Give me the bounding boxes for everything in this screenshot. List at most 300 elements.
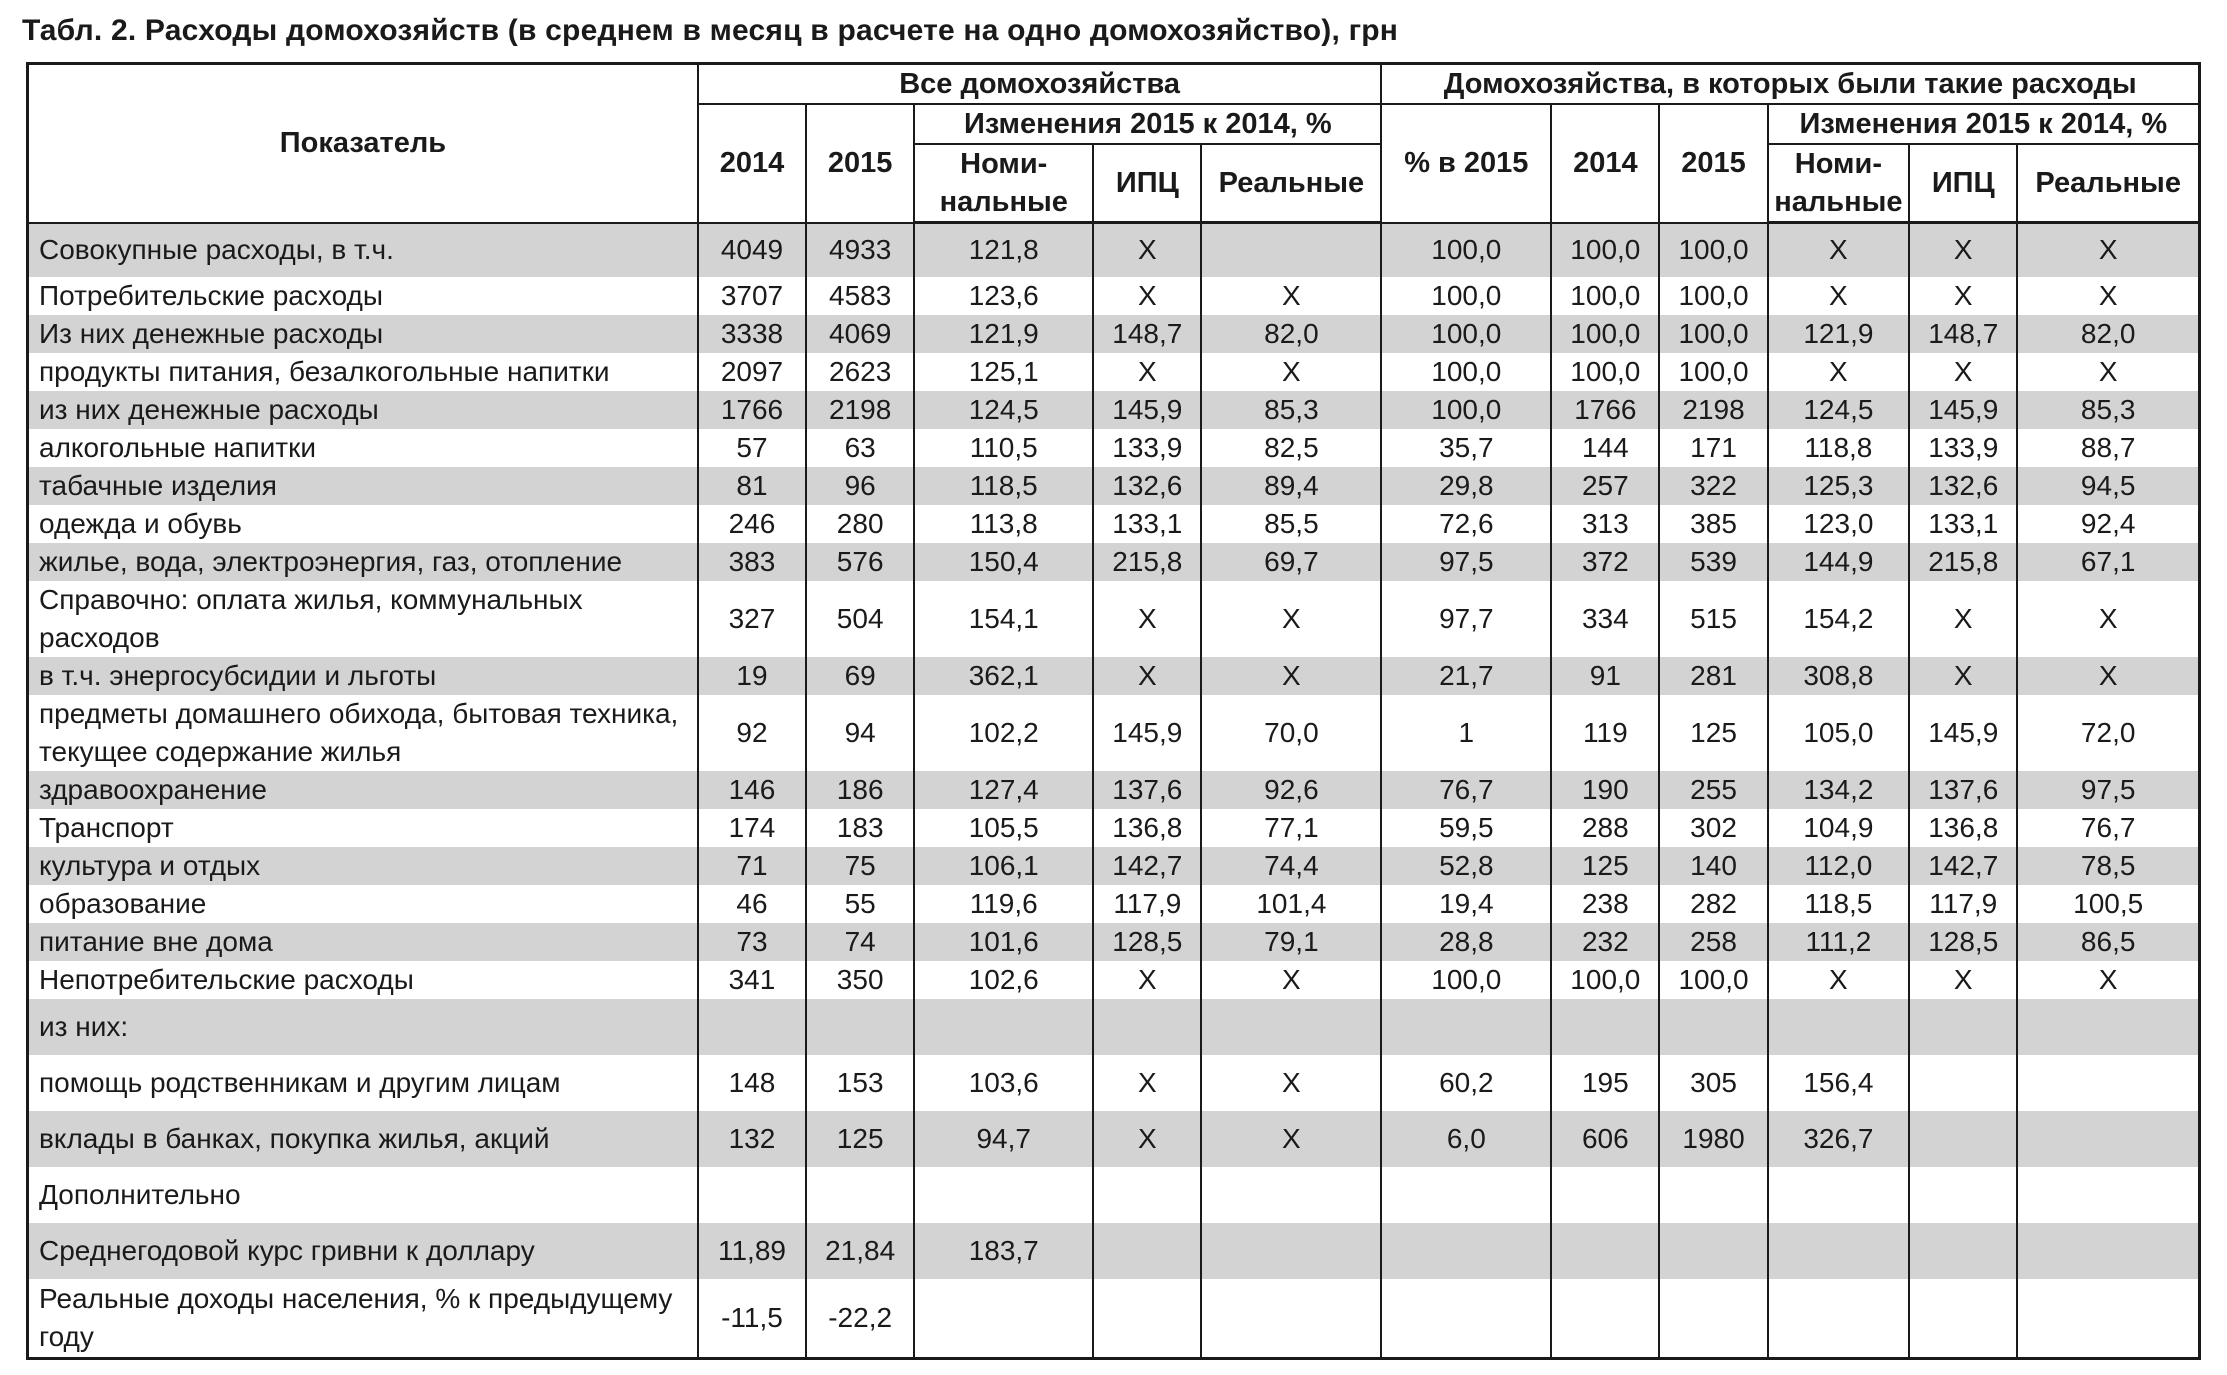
- row-label: алкогольные напитки: [39, 431, 317, 463]
- table-cell: 118,5: [1768, 885, 1910, 923]
- table-cell: 128,5: [1093, 923, 1201, 961]
- table-cell: 100,0: [1659, 223, 1767, 277]
- table-cell: 100,0: [1381, 961, 1551, 999]
- row-label: из них денежные расходы: [28, 391, 698, 429]
- table-cell: X: [1201, 961, 1381, 999]
- table-cell: 515: [1659, 581, 1767, 657]
- table-cell: X: [1909, 223, 2017, 277]
- table-row: [28, 505, 2200, 543]
- table-row: [28, 1223, 2200, 1279]
- table-row: [28, 695, 2200, 771]
- row-label: образование: [39, 887, 207, 919]
- table-cell: X: [1093, 277, 1201, 315]
- table-cell: X: [2017, 223, 2199, 277]
- table-cell: 350: [806, 961, 914, 999]
- table-row: [28, 467, 2200, 505]
- table-cell: X: [1093, 353, 1201, 391]
- table-cell: 97,5: [2017, 771, 2199, 809]
- row-label: здравоохранение: [28, 771, 698, 809]
- table-cell: [1659, 1167, 1767, 1223]
- table-cell: [1768, 1279, 1910, 1359]
- table-cell: X: [1093, 581, 1201, 657]
- table-cell: 124,5: [1768, 391, 1910, 429]
- table-cell: 121,9: [914, 315, 1093, 353]
- row-label: Справочно: оплата жилья, коммунальных расходов: [39, 583, 583, 653]
- table-cell: 69,7: [1201, 543, 1381, 581]
- table-cell: 94,7: [914, 1111, 1093, 1167]
- table-cell: 92: [698, 695, 806, 771]
- table-row: [28, 1111, 2200, 1167]
- header-had-cpi: ИПЦ: [1909, 144, 2017, 223]
- table-cell: 133,9: [1909, 429, 2017, 467]
- table-cell: [1551, 1223, 1659, 1279]
- table-row: [28, 885, 2200, 923]
- table-cell: X: [1768, 277, 1910, 315]
- table-cell: 145,9: [1909, 391, 2017, 429]
- table-cell: 308,8: [1768, 657, 1910, 695]
- table-cell: 334: [1551, 581, 1659, 657]
- table-cell: -22,2: [806, 1279, 914, 1359]
- table-cell: 140: [1659, 847, 1767, 885]
- table-cell: 69: [806, 657, 914, 695]
- table-cell: 121,8: [914, 223, 1093, 277]
- table-cell: 91: [1551, 657, 1659, 695]
- table-cell: 132,6: [1909, 467, 2017, 505]
- table-cell: 142,7: [1093, 847, 1201, 885]
- table-cell: X: [1093, 1055, 1201, 1111]
- table-cell: 146: [698, 771, 806, 809]
- table-cell: 59,5: [1381, 809, 1551, 847]
- table-row: [28, 277, 2200, 315]
- table-cell: 94: [806, 695, 914, 771]
- table-cell: 215,8: [1909, 543, 2017, 581]
- row-label: предметы домашнего обихода, бытовая техника, текущее содержание жилья: [39, 697, 679, 767]
- table-cell: [1201, 1167, 1381, 1223]
- table-cell: 148: [698, 1055, 806, 1111]
- table-cell: 82,0: [1201, 315, 1381, 353]
- header-pct-2015: % в 2015: [1381, 104, 1551, 223]
- table-cell: [1201, 223, 1381, 277]
- table-cell: 76,7: [2017, 809, 2199, 847]
- table-cell: X: [1093, 657, 1201, 695]
- table-cell: 100,0: [1551, 961, 1659, 999]
- table-cell: [1381, 999, 1551, 1055]
- table-cell: 97,7: [1381, 581, 1551, 657]
- table-row: [28, 543, 2200, 581]
- table-cell: 341: [698, 961, 806, 999]
- table-cell: 128,5: [1909, 923, 2017, 961]
- table-cell: 112,0: [1768, 847, 1910, 885]
- table-cell: [914, 1167, 1093, 1223]
- table-cell: 154,2: [1768, 581, 1910, 657]
- table-cell: [1659, 1223, 1767, 1279]
- table-row: [28, 429, 2200, 467]
- table-cell: 186: [806, 771, 914, 809]
- table-cell: 92,4: [2017, 505, 2199, 543]
- table-cell: 82,5: [1201, 429, 1381, 467]
- table-cell: 85,3: [1201, 391, 1381, 429]
- table-cell: 76,7: [1381, 771, 1551, 809]
- table-cell: [914, 999, 1093, 1055]
- header-had-changes: Изменения 2015 к 2014, %: [1768, 104, 2200, 144]
- table-cell: 85,5: [1201, 505, 1381, 543]
- table-cell: [2017, 1167, 2199, 1223]
- table-cell: 255: [1659, 771, 1767, 809]
- table-cell: [806, 1167, 914, 1223]
- table-cell: 136,8: [1093, 809, 1201, 847]
- table-cell: 4049: [698, 223, 806, 277]
- table-cell: 125: [806, 1111, 914, 1167]
- table-cell: [2017, 1223, 2199, 1279]
- table-cell: 79,1: [1201, 923, 1381, 961]
- table-cell: 71: [698, 847, 806, 885]
- table-cell: [806, 999, 914, 1055]
- table-cell: X: [1768, 961, 1910, 999]
- table-cell: X: [2017, 277, 2199, 315]
- header-all-cpi: ИПЦ: [1093, 144, 1201, 223]
- row-label: Среднегодовой курс гривни к доллару: [28, 1223, 698, 1279]
- table-cell: [2017, 1055, 2199, 1111]
- table-cell: [1201, 999, 1381, 1055]
- table-cell: 100,0: [1381, 353, 1551, 391]
- table-cell: 102,2: [914, 695, 1093, 771]
- table-cell: 385: [1659, 505, 1767, 543]
- table-cell: 74,4: [1201, 847, 1381, 885]
- table-cell: 123,6: [914, 277, 1093, 315]
- row-label: Потребительские расходы: [39, 279, 383, 311]
- table-cell: 67,1: [2017, 543, 2199, 581]
- table-cell: 133,1: [1093, 505, 1201, 543]
- table-cell: 74: [806, 923, 914, 961]
- row-label: продукты питания, безалкогольные напитки: [39, 355, 610, 387]
- table-cell: 2097: [698, 353, 806, 391]
- table-cell: 125: [1551, 847, 1659, 885]
- header-all-nominal: Номи-нальные: [914, 144, 1093, 223]
- table-cell: [1093, 1223, 1201, 1279]
- table-cell: [1909, 1223, 2017, 1279]
- table-cell: 119,6: [914, 885, 1093, 923]
- row-label: Дополнительно: [39, 1178, 241, 1210]
- table-cell: 88,7: [2017, 429, 2199, 467]
- table-cell: [1093, 999, 1201, 1055]
- table-cell: X: [1093, 961, 1201, 999]
- table-cell: 28,8: [1381, 923, 1551, 961]
- table-cell: X: [1201, 1055, 1381, 1111]
- table-cell: X: [1909, 657, 2017, 695]
- table-cell: [1909, 1055, 2017, 1111]
- table-cell: 539: [1659, 543, 1767, 581]
- table-cell: X: [1201, 277, 1381, 315]
- table-cell: [1381, 1279, 1551, 1359]
- table-cell: 383: [698, 543, 806, 581]
- header-had-2015: 2015: [1659, 104, 1767, 223]
- table-cell: 3338: [698, 315, 806, 353]
- row-label: Совокупные расходы, в т.ч.: [28, 223, 698, 277]
- table-body: [28, 223, 2200, 1359]
- table-cell: 238: [1551, 885, 1659, 923]
- table-cell: 100,5: [2017, 885, 2199, 923]
- table-cell: 100,0: [1551, 223, 1659, 277]
- table-cell: 148,7: [1909, 315, 2017, 353]
- table-cell: 4069: [806, 315, 914, 353]
- header-all-households: Все домохозяйства: [698, 64, 1382, 105]
- table-cell: 2623: [806, 353, 914, 391]
- table-cell: 82,0: [2017, 315, 2199, 353]
- table-cell: 606: [1551, 1111, 1659, 1167]
- header-all-changes: Изменения 2015 к 2014, %: [914, 104, 1381, 144]
- table-cell: 305: [1659, 1055, 1767, 1111]
- table-cell: [1909, 999, 2017, 1055]
- table-row: [28, 847, 2200, 885]
- table-cell: 183,7: [914, 1223, 1093, 1279]
- table-cell: 103,6: [914, 1055, 1093, 1111]
- table-row: [28, 1167, 2200, 1223]
- table-cell: 100,0: [1381, 315, 1551, 353]
- table-cell: 21,7: [1381, 657, 1551, 695]
- table-cell: 125,3: [1768, 467, 1910, 505]
- table-cell: 282: [1659, 885, 1767, 923]
- table-row: [28, 771, 2200, 809]
- table-cell: 121,9: [1768, 315, 1910, 353]
- table-cell: 29,8: [1381, 467, 1551, 505]
- table-cell: 145,9: [1093, 391, 1201, 429]
- table-cell: 137,6: [1093, 771, 1201, 809]
- table-cell: 145,9: [1093, 695, 1201, 771]
- table-cell: 362,1: [914, 657, 1093, 695]
- table-cell: X: [1201, 581, 1381, 657]
- table-cell: 132: [698, 1111, 806, 1167]
- table-cell: 100,0: [1659, 961, 1767, 999]
- table-cell: X: [2017, 961, 2199, 999]
- table-cell: 372: [1551, 543, 1659, 581]
- table-cell: 153: [806, 1055, 914, 1111]
- table-cell: 134,2: [1768, 771, 1910, 809]
- table-row: [28, 923, 2200, 961]
- table-cell: [1909, 1279, 2017, 1359]
- row-label: Реальные доходы населения, % к предыдущему году: [39, 1282, 673, 1352]
- table-cell: 148,7: [1093, 315, 1201, 353]
- table-cell: 327: [698, 581, 806, 657]
- table-cell: X: [1768, 223, 1910, 277]
- table-cell: X: [1201, 353, 1381, 391]
- table-row: [28, 353, 2200, 391]
- table-cell: 117,9: [1093, 885, 1201, 923]
- table-row: [28, 223, 2200, 277]
- table-cell: 124,5: [914, 391, 1093, 429]
- table-cell: [1909, 1167, 2017, 1223]
- table-cell: 94,5: [2017, 467, 2199, 505]
- table-cell: 100,0: [1659, 353, 1767, 391]
- table-cell: 96: [806, 467, 914, 505]
- table-cell: 105,5: [914, 809, 1093, 847]
- table-row: [28, 657, 2200, 695]
- table-cell: 89,4: [1201, 467, 1381, 505]
- table-cell: 78,5: [2017, 847, 2199, 885]
- table-cell: 4583: [806, 277, 914, 315]
- table-cell: 118,8: [1768, 429, 1910, 467]
- table-cell: 504: [806, 581, 914, 657]
- table-cell: 63: [806, 429, 914, 467]
- table-cell: 144: [1551, 429, 1659, 467]
- table-cell: [1551, 1167, 1659, 1223]
- table-cell: 6,0: [1381, 1111, 1551, 1167]
- table-cell: 110,5: [914, 429, 1093, 467]
- table-cell: 288: [1551, 809, 1659, 847]
- table-cell: -11,5: [698, 1279, 806, 1359]
- table-cell: 144,9: [1768, 543, 1910, 581]
- header-households-with-expenses: Домохозяйства, в которых были такие расходы: [1381, 64, 2199, 105]
- table-cell: 100,0: [1381, 223, 1551, 277]
- table-row: [28, 391, 2200, 429]
- table-cell: 123,0: [1768, 505, 1910, 543]
- table-title: Табл. 2. Расходы домохозяйств (в среднем в месяц в расчете на одно домохозяйство), грн: [22, 14, 1399, 47]
- row-label: помощь родственникам и другим лицам: [39, 1066, 561, 1098]
- table-cell: 1: [1381, 695, 1551, 771]
- table-cell: 104,9: [1768, 809, 1910, 847]
- table-cell: 142,7: [1909, 847, 2017, 885]
- table-cell: 101,4: [1201, 885, 1381, 923]
- header-all-real: Реальные: [1201, 144, 1381, 223]
- row-label: культура и отдых: [28, 847, 698, 885]
- table-row: [28, 1279, 2200, 1359]
- expenses-table: [26, 62, 2201, 1360]
- table-cell: [2017, 1111, 2199, 1167]
- row-label: в т.ч. энергосубсидии и льготы: [28, 657, 698, 695]
- table-cell: [1659, 1279, 1767, 1359]
- table-cell: 4933: [806, 223, 914, 277]
- table-cell: 102,6: [914, 961, 1093, 999]
- table-cell: 133,9: [1093, 429, 1201, 467]
- table-cell: 77,1: [1201, 809, 1381, 847]
- table-cell: 2198: [806, 391, 914, 429]
- row-label: Транспорт: [39, 811, 174, 843]
- table-row: [28, 581, 2200, 657]
- table-row: [28, 999, 2200, 1055]
- table-cell: 118,5: [914, 467, 1093, 505]
- table-cell: [1551, 999, 1659, 1055]
- header-had-nominal: Номи-нальные: [1768, 144, 1910, 223]
- row-label: вклады в банках, покупка жилья, акций: [28, 1111, 698, 1167]
- table-cell: 232: [1551, 923, 1659, 961]
- table-cell: 75: [806, 847, 914, 885]
- table-cell: 3707: [698, 277, 806, 315]
- table-cell: 302: [1659, 809, 1767, 847]
- table-cell: [2017, 1279, 2199, 1359]
- table-cell: 100,0: [1551, 277, 1659, 315]
- header-had-real: Реальные: [2017, 144, 2199, 223]
- table-cell: X: [1909, 961, 2017, 999]
- table-cell: [1093, 1167, 1201, 1223]
- table-cell: 145,9: [1909, 695, 2017, 771]
- header-had-2014: 2014: [1551, 104, 1659, 223]
- table-cell: 85,3: [2017, 391, 2199, 429]
- table-cell: [1381, 1223, 1551, 1279]
- table-cell: 55: [806, 885, 914, 923]
- table-cell: 195: [1551, 1055, 1659, 1111]
- table-cell: 113,8: [914, 505, 1093, 543]
- table-cell: 100,0: [1381, 277, 1551, 315]
- table-cell: 246: [698, 505, 806, 543]
- table-cell: 81: [698, 467, 806, 505]
- table-cell: 190: [1551, 771, 1659, 809]
- table-cell: [914, 1279, 1093, 1359]
- header-all-2015: 2015: [806, 104, 914, 223]
- table-cell: [1909, 1111, 2017, 1167]
- table-cell: X: [1201, 1111, 1381, 1167]
- table-cell: 313: [1551, 505, 1659, 543]
- table-cell: 576: [806, 543, 914, 581]
- table-cell: 105,0: [1768, 695, 1910, 771]
- table-row: [28, 1055, 2200, 1111]
- table-cell: 73: [698, 923, 806, 961]
- table-cell: 154,1: [914, 581, 1093, 657]
- table-cell: 280: [806, 505, 914, 543]
- table-row: [28, 809, 2200, 847]
- table-cell: 174: [698, 809, 806, 847]
- table-cell: 52,8: [1381, 847, 1551, 885]
- table-cell: 119: [1551, 695, 1659, 771]
- table-cell: [1768, 1167, 1910, 1223]
- table-cell: 150,4: [914, 543, 1093, 581]
- table-cell: 19: [698, 657, 806, 695]
- table-cell: 156,4: [1768, 1055, 1910, 1111]
- table-cell: [1551, 1279, 1659, 1359]
- row-label: жилье, вода, электроэнергия, газ, отопление: [28, 543, 698, 581]
- table-cell: 215,8: [1093, 543, 1201, 581]
- table-cell: 111,2: [1768, 923, 1910, 961]
- table-cell: [698, 1167, 806, 1223]
- table-cell: 136,8: [1909, 809, 2017, 847]
- table-cell: [1659, 999, 1767, 1055]
- table-cell: [1768, 1223, 1910, 1279]
- table-cell: 100,0: [1381, 391, 1551, 429]
- table-cell: 125,1: [914, 353, 1093, 391]
- table-cell: 1766: [1551, 391, 1659, 429]
- table-cell: 57: [698, 429, 806, 467]
- table-cell: X: [1093, 223, 1201, 277]
- table-cell: 171: [1659, 429, 1767, 467]
- table-cell: X: [1909, 581, 2017, 657]
- table-cell: [1093, 1279, 1201, 1359]
- table-cell: 322: [1659, 467, 1767, 505]
- table-cell: X: [1909, 277, 2017, 315]
- table-cell: 127,4: [914, 771, 1093, 809]
- table-cell: 21,84: [806, 1223, 914, 1279]
- table-cell: 2198: [1659, 391, 1767, 429]
- table-cell: 100,0: [1659, 315, 1767, 353]
- table-cell: 281: [1659, 657, 1767, 695]
- table-cell: 106,1: [914, 847, 1093, 885]
- table-cell: X: [1093, 1111, 1201, 1167]
- table-cell: 46: [698, 885, 806, 923]
- table-cell: 100,0: [1551, 353, 1659, 391]
- table-cell: 86,5: [2017, 923, 2199, 961]
- row-label: из них:: [28, 999, 698, 1055]
- table-cell: 326,7: [1768, 1111, 1910, 1167]
- table-cell: 1980: [1659, 1111, 1767, 1167]
- row-label: табачные изделия: [28, 467, 698, 505]
- header-indicator: Показатель: [28, 64, 698, 223]
- table-cell: [1201, 1279, 1381, 1359]
- table-cell: [1201, 1223, 1381, 1279]
- table-cell: 97,5: [1381, 543, 1551, 581]
- table-cell: X: [1201, 657, 1381, 695]
- table-cell: 72,6: [1381, 505, 1551, 543]
- table-cell: 19,4: [1381, 885, 1551, 923]
- row-label: одежда и обувь: [39, 507, 242, 539]
- table-cell: 258: [1659, 923, 1767, 961]
- table-cell: 132,6: [1093, 467, 1201, 505]
